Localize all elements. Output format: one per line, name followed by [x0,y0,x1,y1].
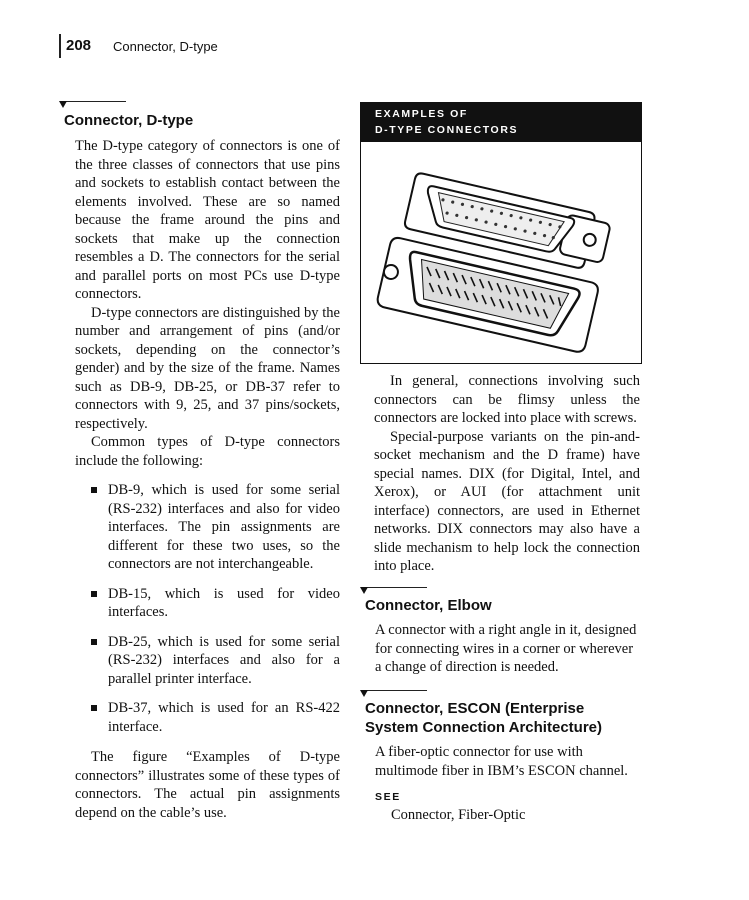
paragraph: The D-type category of connectors is one of the three classes of connectors that use pins and sockets to establish contact between the elements involved. These are so named because the frame around the pins and sockets that make up the connection resembles a D. The connectors for the serial and parallel ports on most PCs use D-type connectors. [75,138,340,302]
entry-body: A connector with a right angle in it, designed for connecting wires in a corner or wherever a change of direction is needed. [375,622,637,675]
entry-rule [361,690,427,691]
right-column [374,372,640,576]
paragraph: Special-purpose variants on the pin-and-socket mechanism and the D frame) have special names. DIX (for Digital, Intel, and Xerox), or AUI (for attachment unit interface) connectors, are used in Ethernet networks. DIX connectors may also have a slide mechanism to help lock the connection into place. [374,428,640,574]
entry-marker-icon [59,101,67,108]
entry-marker-icon [360,587,368,594]
caption-line: EXAMPLES OF [375,108,468,120]
list-item: DB-9, which is used for some serial (RS-232) interfaces and also for video interfaces. The pin assignments are different for these two uses, so the connectors are not interchangeable. [75,481,340,574]
caption-line: D-TYPE CONNECTORS [375,124,519,136]
left-column [75,137,340,822]
list-item: DB-15, which is used for video interfaces. [75,585,340,622]
page-number: 208 [66,37,92,54]
entry-heading: Connector, Elbow [365,597,492,614]
list-item: DB-25, which is used for some serial (RS-232) interfaces and also for a parallel printer interface. [75,633,340,689]
entry-rule [361,587,427,588]
entry-heading [365,699,602,737]
paragraph: D-type connectors are distinguished by the number and arrangement of pins (and/or sockets, depending on the connector’s gender) and by the size of the frame. Names such as DB-9, DB-25, or DB-37 refer to connectors with 9, 25, and 37 pins/sockets, respectively. [75,304,340,432]
header-bar [59,34,61,58]
entry-marker-icon [360,690,368,697]
paragraph: Common types of D-type connectors include the following: [75,434,340,469]
list-item: DB-37, which is used for an RS-422 interface. [75,699,340,736]
see-label: SEE [375,791,401,803]
heading-line: System Connection Architecture) [365,719,602,736]
running-title: Connector, D-type [113,39,218,54]
heading-line: Connector, ESCON (Enterprise [365,700,585,717]
entry-rule [60,101,126,102]
paragraph: In general, connections involving such connectors can be flimsy unless the connectors are locked into place with screws. [374,373,640,426]
figure-box [360,102,642,364]
figure-caption [361,103,641,142]
paragraph: The figure “Examples of D-type connectors” illustrates some of these types of connectors. The actual pin assignments depend on the cable’s use. [75,749,340,821]
d-connector-illustration [361,142,640,362]
see-reference: Connector, Fiber-Optic [391,807,526,823]
entry-heading: Connector, D-type [64,112,194,129]
entry-body: A fiber-optic connector for use with multimode fiber in IBM’s ESCON channel. [375,744,628,779]
